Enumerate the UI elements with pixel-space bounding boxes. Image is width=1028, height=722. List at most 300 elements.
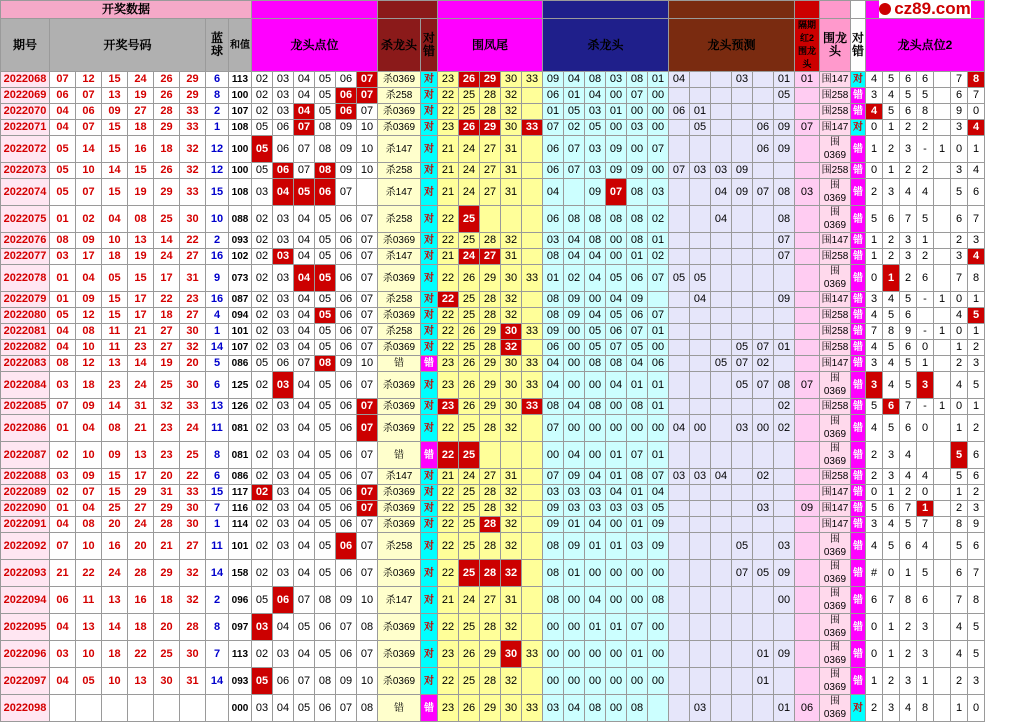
cell-dragon-pos: 04	[294, 442, 315, 469]
cell-dragon-forecast	[669, 324, 690, 340]
cell-dragon-forecast: 08	[774, 179, 795, 206]
cell-opennum: 12	[76, 72, 102, 88]
cell-right-wrong-2: 对	[851, 695, 866, 722]
cell-dragon-pos: 03	[252, 614, 273, 641]
cell-kill-dragon: 杀0369	[378, 415, 421, 442]
cell-right-wrong: 错	[421, 356, 438, 372]
cell-dragon-pos2	[934, 695, 951, 722]
cell-dragon-pos2: 9	[900, 324, 917, 340]
cell-opennum: 03	[50, 469, 76, 485]
cell-dragon-forecast	[753, 72, 774, 88]
cell-wei-feng-wei: 22	[438, 668, 459, 695]
cell-wei-feng-wei: 22	[438, 206, 459, 233]
cell-dragon-forecast	[711, 587, 732, 614]
cell-blue: 9	[206, 265, 229, 292]
cell-dragon-pos2: 7	[951, 587, 968, 614]
cell-dragon-pos2: 7	[883, 587, 900, 614]
cell-dragon-pos: 04	[294, 292, 315, 308]
cell-dragon-pos2: 0	[968, 695, 985, 722]
cell-kill-dragon2: 00	[543, 442, 564, 469]
cell-dragon-forecast	[774, 668, 795, 695]
cell-dragon-forecast	[690, 233, 711, 249]
cell-dragon-pos2: 5	[866, 206, 883, 233]
cell-dragon-pos2: 6	[951, 206, 968, 233]
cell-dragon-pos: 07	[357, 501, 378, 517]
cell-opennum: 13	[102, 88, 128, 104]
table-row	[1, 560, 985, 587]
cell-opennum: 25	[102, 501, 128, 517]
cell-opennum: 25	[154, 372, 180, 399]
cell-opennum: 22	[180, 233, 206, 249]
cell-blue: 1	[206, 120, 229, 136]
cell-dragon-forecast	[669, 641, 690, 668]
cell-dragon-forecast	[669, 356, 690, 372]
cell-wei-feng-wei: 33	[522, 72, 543, 88]
cell-dragon-pos: 04	[294, 560, 315, 587]
cell-dragon-forecast	[690, 533, 711, 560]
cell-wei-feng-wei: 25	[459, 104, 480, 120]
cell-wei-feng-wei: 29	[480, 399, 501, 415]
cell-wei-feng-wei: 28	[480, 308, 501, 324]
cell-dragon-pos: 03	[273, 501, 294, 517]
cell-dragon-forecast	[732, 695, 753, 722]
cell-issue: 2022097	[1, 668, 50, 695]
table-row	[1, 163, 985, 179]
cell-wei-feng-wei: 26	[459, 120, 480, 136]
cell-dragon-forecast: 08	[774, 206, 795, 233]
cell-dragon-forecast	[753, 104, 774, 120]
cell-wei-feng-wei	[522, 233, 543, 249]
cell-dragon-pos: 05	[315, 469, 336, 485]
cell-dragon-pos2: 4	[883, 292, 900, 308]
cell-opennum: 11	[102, 340, 128, 356]
cell-wei-feng-wei: 23	[438, 695, 459, 722]
cell-kill-dragon2: 08	[648, 587, 669, 614]
cell-wei-feng-wei: 24	[459, 587, 480, 614]
cell-opennum: 01	[50, 206, 76, 233]
cell-opennum: 05	[102, 265, 128, 292]
cell-dragon-forecast	[774, 104, 795, 120]
cell-opennum: 13	[102, 356, 128, 372]
cell-dragon-pos2: 2	[917, 249, 934, 265]
cell-dragon-pos2: 2	[900, 485, 917, 501]
cell-right-wrong-2: 错	[851, 641, 866, 668]
cell-wei-dragon: 围147	[820, 485, 851, 501]
cell-opennum: 10	[76, 442, 102, 469]
cell-wei-feng-wei: 22	[438, 533, 459, 560]
cell-opennum: 22	[154, 292, 180, 308]
cell-wei-feng-wei: 27	[480, 179, 501, 206]
cell-wei-feng-wei	[522, 104, 543, 120]
cell-dragon-pos: 02	[252, 206, 273, 233]
cell-kill-dragon2: 00	[585, 668, 606, 695]
cell-opennum: 08	[102, 415, 128, 442]
cell-opennum: 07	[76, 179, 102, 206]
cell-dragon-pos: 07	[336, 179, 357, 206]
cell-issue: 2022085	[1, 399, 50, 415]
cell-right-wrong-2: 错	[851, 340, 866, 356]
cell-kill-dragon2: 09	[627, 163, 648, 179]
cell-wei-feng-wei: 32	[501, 104, 522, 120]
logo: cz89.com	[866, 1, 985, 19]
cell-kill-dragon2: 06	[648, 356, 669, 372]
cell-dragon-pos2: 5	[917, 88, 934, 104]
cell-dragon-forecast	[753, 517, 774, 533]
col-blue: 蓝球	[206, 19, 229, 72]
cell-kill-dragon2: 09	[564, 469, 585, 485]
cell-opennum: 29	[154, 120, 180, 136]
cell-right-wrong-2: 错	[851, 292, 866, 308]
cell-dragon-pos2: 1	[883, 120, 900, 136]
cell-kill-dragon2: 07	[606, 340, 627, 356]
cell-dragon-pos2: 3	[917, 372, 934, 399]
cell-dragon-pos: 03	[273, 485, 294, 501]
page-title: 开奖数据	[1, 1, 252, 19]
cell-kill-dragon2: 01	[543, 265, 564, 292]
cell-right-wrong: 对	[421, 399, 438, 415]
cell-opennum: 19	[128, 88, 154, 104]
cell-dragon-pos: 03	[273, 104, 294, 120]
cell-dragon-forecast: 07	[732, 356, 753, 372]
cell-dragon-forecast: 04	[669, 72, 690, 88]
cell-kill-dragon2: 03	[606, 72, 627, 88]
cell-kill-dragon2: 07	[648, 265, 669, 292]
cell-opennum: 04	[102, 206, 128, 233]
cell-opennum: 29	[128, 485, 154, 501]
cell-dragon-forecast	[690, 442, 711, 469]
cell-kill-dragon2: 06	[543, 340, 564, 356]
cell-dragon-pos2: 6	[968, 179, 985, 206]
cell-wei-feng-wei: 22	[438, 104, 459, 120]
cell-wei-feng-wei: 21	[438, 163, 459, 179]
cell-dragon-forecast	[690, 206, 711, 233]
cell-opennum: 32	[180, 560, 206, 587]
cell-dragon-pos2: 4	[968, 163, 985, 179]
cell-dragon-pos2: 1	[883, 641, 900, 668]
cell-kill-dragon2: 09	[564, 292, 585, 308]
cell-dragon-pos2: 4	[900, 695, 917, 722]
cell-dragon-pos: 02	[252, 641, 273, 668]
cell-wei-feng-wei: 25	[459, 533, 480, 560]
cell-wei-feng-wei: 21	[438, 587, 459, 614]
cell-dragon-forecast	[669, 249, 690, 265]
cell-dragon-pos: 07	[357, 641, 378, 668]
cell-dragon-pos2: 3	[866, 372, 883, 399]
cell-wei-feng-wei: 31	[501, 163, 522, 179]
cell-gap-red2	[795, 206, 820, 233]
cell-dragon-pos: 08	[315, 668, 336, 695]
cell-dragon-pos: 10	[357, 163, 378, 179]
cell-dragon-pos2: 1	[866, 136, 883, 163]
cell-wei-dragon: 围147	[820, 356, 851, 372]
cell-opennum	[128, 695, 154, 722]
cell-blue: 11	[206, 533, 229, 560]
cell-dragon-pos2: 4	[951, 308, 968, 324]
cell-dragon-pos2	[934, 469, 951, 485]
cell-wei-feng-wei: 32	[501, 292, 522, 308]
cell-kill-dragon2: 00	[648, 641, 669, 668]
cell-dragon-pos: 03	[252, 695, 273, 722]
cell-kill-dragon2: 00	[606, 88, 627, 104]
cell-issue: 2022083	[1, 356, 50, 372]
cell-dragon-pos2: 1	[866, 233, 883, 249]
cell-dragon-pos2: 2	[883, 233, 900, 249]
cell-dragon-pos: 02	[252, 560, 273, 587]
cell-sum: 101	[229, 324, 252, 340]
cell-kill-dragon: 杀0369	[378, 501, 421, 517]
cell-opennum: 11	[76, 587, 102, 614]
col-wei-dragon: 围龙头	[820, 19, 851, 72]
cell-dragon-forecast	[711, 136, 732, 163]
cell-kill-dragon2: 06	[543, 206, 564, 233]
cell-wei-feng-wei: 30	[501, 641, 522, 668]
cell-opennum: 16	[128, 136, 154, 163]
cell-right-wrong: 对	[421, 136, 438, 163]
cell-kill-dragon2: 01	[627, 517, 648, 533]
cell-sum: 107	[229, 340, 252, 356]
cell-dragon-pos2: 7	[900, 399, 917, 415]
cell-opennum: 20	[128, 533, 154, 560]
cell-opennum: 15	[102, 120, 128, 136]
cell-dragon-forecast: 07	[753, 179, 774, 206]
cell-dragon-pos2: 8	[917, 695, 934, 722]
table-row	[1, 104, 985, 120]
cell-dragon-pos: 05	[315, 533, 336, 560]
cell-kill-dragon2: 05	[564, 104, 585, 120]
cell-dragon-pos: 09	[336, 356, 357, 372]
cell-dragon-pos2	[934, 415, 951, 442]
cell-issue: 2022095	[1, 614, 50, 641]
cell-dragon-pos2: 1	[866, 668, 883, 695]
cell-kill-dragon2: 03	[564, 485, 585, 501]
cell-dragon-pos: 07	[294, 120, 315, 136]
cell-dragon-pos: 08	[357, 695, 378, 722]
cell-dragon-pos2: 2	[883, 249, 900, 265]
cell-dragon-pos2: 0	[968, 104, 985, 120]
cell-issue: 2022075	[1, 206, 50, 233]
cell-kill-dragon: 杀0369	[378, 308, 421, 324]
cell-dragon-pos: 05	[315, 206, 336, 233]
cell-dragon-pos2	[934, 587, 951, 614]
cell-sum: 087	[229, 292, 252, 308]
cell-wei-feng-wei: 24	[459, 163, 480, 179]
table-row	[1, 233, 985, 249]
cell-wei-feng-wei: 30	[501, 356, 522, 372]
section-gap-top	[795, 1, 820, 19]
cell-opennum: 18	[128, 120, 154, 136]
cell-wei-feng-wei: 32	[501, 501, 522, 517]
cell-wei-feng-wei: 25	[459, 206, 480, 233]
cell-issue: 2022091	[1, 517, 50, 533]
cell-dragon-forecast: 01	[753, 641, 774, 668]
cell-dragon-forecast	[753, 533, 774, 560]
cell-wei-feng-wei: 22	[438, 308, 459, 324]
cell-sum: 081	[229, 442, 252, 469]
cell-wei-feng-wei: 25	[459, 308, 480, 324]
cell-dragon-pos2: 6	[883, 206, 900, 233]
cell-wei-feng-wei: 30	[501, 265, 522, 292]
cell-gap-red2	[795, 533, 820, 560]
cell-kill-dragon2: 02	[564, 120, 585, 136]
cell-dragon-pos2: 3	[968, 233, 985, 249]
cell-opennum: 04	[50, 104, 76, 120]
cell-kill-dragon: 错	[378, 442, 421, 469]
cell-issue: 2022073	[1, 163, 50, 179]
cell-kill-dragon2: 03	[627, 501, 648, 517]
cell-wei-dragon: 围147	[820, 233, 851, 249]
cell-opennum: 04	[50, 614, 76, 641]
cell-dragon-pos: 03	[273, 399, 294, 415]
cell-opennum: 05	[50, 308, 76, 324]
cell-blue: 8	[206, 442, 229, 469]
cell-dragon-forecast	[732, 668, 753, 695]
cell-gap-red2	[795, 233, 820, 249]
cell-dragon-pos2: 3	[883, 442, 900, 469]
cell-opennum: 21	[50, 560, 76, 587]
cell-wei-feng-wei: 23	[438, 356, 459, 372]
cell-wei-feng-wei: 23	[438, 372, 459, 399]
cell-kill-dragon2: 04	[585, 265, 606, 292]
cell-issue: 2022081	[1, 324, 50, 340]
table-row	[1, 442, 985, 469]
cell-dragon-pos2: 7	[917, 517, 934, 533]
cell-right-wrong-2: 对	[851, 120, 866, 136]
cell-kill-dragon2	[648, 695, 669, 722]
cell-dragon-forecast	[753, 442, 774, 469]
cell-opennum: 06	[50, 88, 76, 104]
cell-wei-feng-wei: 22	[438, 88, 459, 104]
cell-wei-feng-wei: 33	[522, 356, 543, 372]
cell-kill-dragon2: 00	[648, 340, 669, 356]
cell-kill-dragon2: 01	[585, 614, 606, 641]
cell-dragon-pos2: 3	[917, 641, 934, 668]
cell-dragon-pos2: 2	[900, 265, 917, 292]
cell-wei-dragon: 围258	[820, 324, 851, 340]
cell-wei-feng-wei	[522, 668, 543, 695]
cell-dragon-pos2: 5	[900, 88, 917, 104]
cell-kill-dragon2: 04	[564, 399, 585, 415]
cell-dragon-pos: 06	[273, 587, 294, 614]
cell-sum: 086	[229, 469, 252, 485]
cell-dragon-pos: 03	[273, 206, 294, 233]
cell-opennum: 07	[50, 72, 76, 88]
cell-wei-dragon: 围258	[820, 308, 851, 324]
cell-dragon-forecast: 01	[774, 72, 795, 88]
cell-wei-dragon: 围147	[820, 517, 851, 533]
cell-dragon-pos: 07	[357, 517, 378, 533]
cell-wei-feng-wei: 26	[459, 641, 480, 668]
cell-gap-red2	[795, 88, 820, 104]
cell-kill-dragon2: 05	[585, 340, 606, 356]
cell-right-wrong: 对	[421, 292, 438, 308]
cell-opennum: 33	[180, 120, 206, 136]
cell-kill-dragon2: 05	[606, 265, 627, 292]
cell-dragon-pos2: 6	[917, 72, 934, 88]
cell-dragon-forecast	[732, 517, 753, 533]
cell-right-wrong-2: 错	[851, 308, 866, 324]
cell-opennum: 18	[102, 641, 128, 668]
cell-right-wrong: 对	[421, 179, 438, 206]
cell-kill-dragon2: 01	[648, 233, 669, 249]
cell-dragon-forecast: 02	[753, 469, 774, 485]
cell-dragon-pos2: 2	[866, 469, 883, 485]
table-row	[1, 324, 985, 340]
cell-dragon-pos: 07	[357, 372, 378, 399]
cell-dragon-pos2: 1	[934, 292, 951, 308]
cell-dragon-pos: 08	[315, 163, 336, 179]
cell-dragon-forecast	[669, 442, 690, 469]
cell-dragon-pos2: 5	[951, 533, 968, 560]
col-dragon-pos: 龙头点位	[252, 19, 378, 72]
cell-wei-dragon: 围0369	[820, 179, 851, 206]
cell-dragon-pos: 08	[315, 587, 336, 614]
cell-dragon-pos2: 4	[951, 372, 968, 399]
cell-dragon-pos2: 8	[883, 324, 900, 340]
cell-right-wrong: 对	[421, 517, 438, 533]
cell-blue: 14	[206, 668, 229, 695]
cell-dragon-pos2: 0	[866, 641, 883, 668]
cell-gap-red2	[795, 560, 820, 587]
cell-wei-dragon: 围0369	[820, 415, 851, 442]
cell-dragon-forecast	[669, 179, 690, 206]
cell-kill-dragon2: 08	[627, 72, 648, 88]
cell-right-wrong-2: 错	[851, 206, 866, 233]
cell-dragon-pos: 04	[294, 324, 315, 340]
cell-dragon-pos2	[934, 206, 951, 233]
cell-opennum: 32	[154, 399, 180, 415]
cell-dragon-pos: 03	[273, 517, 294, 533]
cell-dragon-pos: 07	[357, 324, 378, 340]
cell-wei-feng-wei	[522, 517, 543, 533]
cell-opennum: 08	[76, 324, 102, 340]
cell-dragon-pos2: 4	[951, 614, 968, 641]
cell-dragon-pos: 07	[357, 560, 378, 587]
cell-gap-red2	[795, 308, 820, 324]
cell-opennum: 01	[50, 292, 76, 308]
cell-dragon-forecast	[711, 517, 732, 533]
cell-dragon-forecast: 03	[732, 415, 753, 442]
cell-dragon-pos2: 1	[883, 614, 900, 641]
cell-blue: 12	[206, 163, 229, 179]
cell-opennum: 05	[76, 668, 102, 695]
cell-opennum: 02	[50, 442, 76, 469]
table-row	[1, 340, 985, 356]
cell-wei-feng-wei	[522, 308, 543, 324]
cell-kill-dragon2: 00	[627, 560, 648, 587]
cell-opennum: 05	[50, 163, 76, 179]
cell-right-wrong: 对	[421, 206, 438, 233]
cell-dragon-pos2: 6	[917, 265, 934, 292]
cell-dragon-forecast	[690, 88, 711, 104]
cell-sum: 107	[229, 104, 252, 120]
cell-dragon-pos: 06	[336, 249, 357, 265]
cell-dragon-pos: 02	[252, 517, 273, 533]
cell-dragon-forecast	[690, 249, 711, 265]
cell-dragon-pos2: 3	[866, 88, 883, 104]
cell-dragon-pos2: 6	[917, 587, 934, 614]
cell-dragon-forecast	[732, 120, 753, 136]
cell-dragon-pos: 02	[252, 72, 273, 88]
cell-dragon-pos: 06	[336, 485, 357, 501]
cell-kill-dragon2: 09	[648, 533, 669, 560]
cell-wei-dragon: 围0369	[820, 587, 851, 614]
cell-opennum: 32	[180, 340, 206, 356]
table-row	[1, 587, 985, 614]
cell-dragon-pos2: 0	[951, 324, 968, 340]
cell-opennum: 18	[76, 372, 102, 399]
cell-dragon-forecast	[753, 399, 774, 415]
cell-dragon-pos: 07	[357, 249, 378, 265]
